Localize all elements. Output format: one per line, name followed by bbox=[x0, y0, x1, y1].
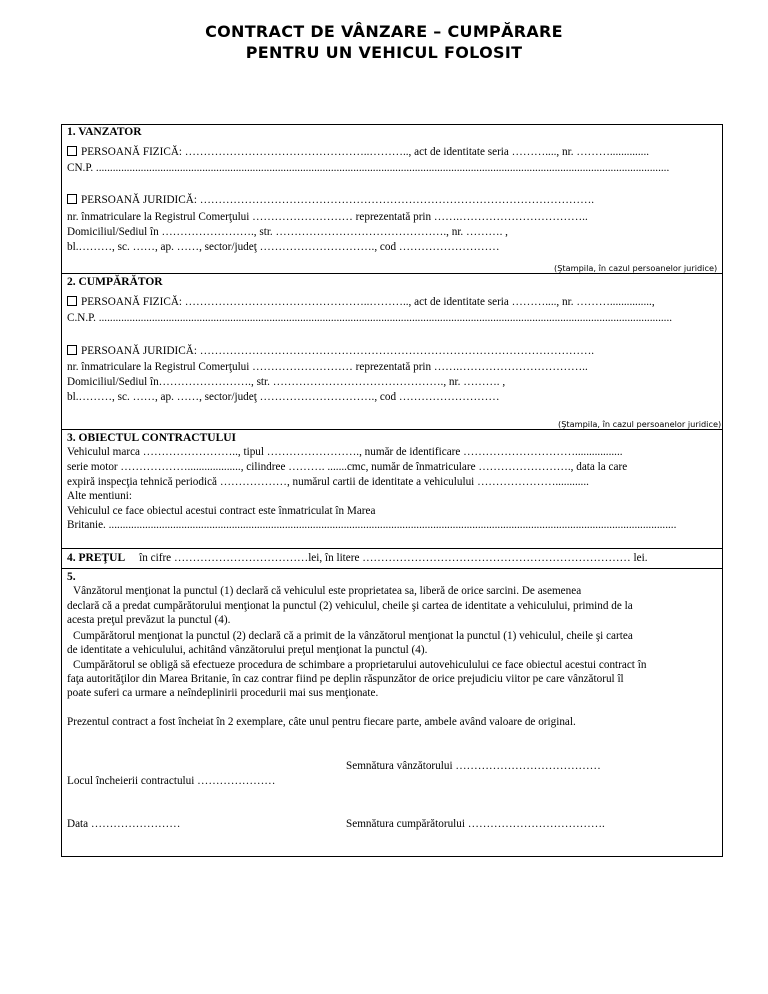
clause-buyer-2: de identitate a vehiculului, achitând vânzătorului preţul menţionat la punctul (4). bbox=[67, 644, 428, 656]
clause-seller-1: Vânzătorul menţionat la punctul (1) declară că vehiculul este proprietatea sa, liberă de orice sarcini. De asemenea bbox=[73, 585, 582, 597]
clause-seller-3: acesta preţul prevăzut la punctul (4). bbox=[67, 614, 231, 626]
registration-note: Vehiculul ce face obiectul acestui contract este înmatriculat în Marea bbox=[67, 505, 376, 517]
price-row bbox=[67, 552, 648, 565]
contract-place: Locul încheierii contractului ………………… bbox=[67, 775, 276, 787]
seller-individual-row bbox=[67, 146, 649, 159]
seller-company-row bbox=[67, 194, 594, 207]
buyer-address: Domiciliul/Sediul în……………………., str. ………………………………………., nr. ………. , bbox=[67, 376, 506, 388]
section-divider-3 bbox=[61, 548, 723, 549]
buyer-cnp: C.N.P. ............................................................................................................................................................................................................. bbox=[67, 312, 673, 324]
seller-individual-text: PERSOANĂ FIZICĂ: …………………………………………..……….., act de identitate seria ………...., nr. ……….............. bbox=[81, 146, 650, 158]
section-divider-4 bbox=[61, 568, 723, 569]
contract-title: CONTRACT DE VÂNZARE – CUMPĂRARE bbox=[205, 22, 563, 41]
contract-subtitle: PENTRU UN VEHICUL FOLOSIT bbox=[245, 43, 523, 62]
clause-obligation-1: Cumpărătorul se obligă să efectueze procedura de schimbare a proprietarului autovehiculului ce face obiectul acestui contract în bbox=[73, 659, 647, 671]
seller-individual-checkbox[interactable] bbox=[67, 146, 77, 156]
buyer-address-details: bl.………, sc. ……, ap. ……, sector/judeţ …………………………., cod ……………………… bbox=[67, 391, 500, 403]
engine-series-line: serie motor ………………..................., cilindree ………. .......cmc, număr de înmatriculare ……………………., data la care bbox=[67, 461, 628, 473]
buyer-registration: nr. înmatriculare la Registrul Comerţului ……………………… reprezentată prin …….…………………………….. bbox=[67, 361, 588, 373]
price-heading: 4. PREŢUL bbox=[67, 552, 126, 564]
clauses-heading: 5. bbox=[67, 571, 76, 583]
section-divider-2 bbox=[61, 429, 723, 430]
copies-statement: Prezentul contract a fost încheiat în 2 exemplare, câte unul pentru fiecare parte, ambele având valoare de original. bbox=[67, 716, 576, 728]
buyer-company-text: PERSOANĂ JURIDICĂ: ……………………………………………………………………………………………. bbox=[81, 345, 595, 357]
contract-date: Data …………………… bbox=[67, 818, 181, 830]
buyer-company-row bbox=[67, 345, 594, 358]
clause-seller-2: declară că a predat cumpărătorului menţionat la punctul (2) vehiculul, cheile şi cartea de identitate a vehiculului, primind de la bbox=[67, 600, 633, 612]
buyer-signature: Semnătura cumpărătorului ………………………………. bbox=[346, 818, 605, 830]
price-text: în cifre ………………………………lei, în litere ……………………………………………………………… lei. bbox=[139, 552, 648, 564]
buyer-stamp-note: (Ştampila, în cazul persoanelor juridice) bbox=[558, 419, 722, 429]
seller-cnp: CN.P. ............................................................................................................................................................................................................. bbox=[67, 162, 670, 174]
seller-registration: nr. înmatriculare la Registrul Comerţului ……………………… reprezentată prin …….…………………………….. bbox=[67, 211, 588, 223]
registration-note-cont: Britanie. ........................................................................................................................................................................................................... bbox=[67, 519, 677, 531]
clause-buyer-1: Cumpărătorul menţionat la punctul (2) declară că a primit de la vânzătorul menţionat la punctul (1) vehiculul, cheile şi cartea bbox=[73, 630, 633, 642]
seller-address: Domiciliul/Sediul în ……………………., str. ………………………………………., nr. ………. , bbox=[67, 226, 508, 238]
other-mentions-label: Alte mentiuni: bbox=[67, 490, 132, 502]
seller-company-checkbox[interactable] bbox=[67, 194, 77, 204]
object-heading: 3. OBIECTUL CONTRACTULUI bbox=[67, 432, 237, 444]
clause-obligation-2: faţa autorităţilor din Marea Britanie, în caz contrar fiind pe deplin răspunzător de orice prejudiciu viitor pe care vânzătorul îl bbox=[67, 673, 624, 685]
section-divider-1 bbox=[61, 273, 723, 274]
buyer-individual-text: PERSOANĂ FIZICĂ: …………………………………………..……….., act de identitate seria ………...., nr. ………..............., bbox=[81, 296, 655, 308]
seller-stamp-note: (Ştampila, în cazul persoanelor juridice) bbox=[554, 263, 718, 273]
buyer-individual-row bbox=[67, 296, 655, 309]
inspection-line: expiră inspecţia tehnică periodică ………………, numărul cartii de identitate a vehiculului …………………............ bbox=[67, 476, 589, 488]
seller-signature: Semnătura vânzătorului ………………………………… bbox=[346, 760, 601, 772]
seller-heading: 1. VANZATOR bbox=[67, 126, 142, 138]
buyer-heading: 2. CUMPĂRĂTOR bbox=[67, 276, 163, 288]
vehicle-make-line: Vehiculul marca …………………….., tipul ……………………., număr de identificare …………………………................. bbox=[67, 446, 623, 458]
seller-company-text: PERSOANĂ JURIDICĂ: ……………………………………………………………………………………………. bbox=[81, 194, 595, 206]
seller-address-details: bl.………, sc. ……, ap. ……, sector/judeţ …………………………., cod ……………………… bbox=[67, 241, 500, 253]
buyer-individual-checkbox[interactable] bbox=[67, 296, 77, 306]
buyer-company-checkbox[interactable] bbox=[67, 345, 77, 355]
clause-obligation-3: poate suferi ca urmare a neîndeplinirii procedurii mai sus menţionate. bbox=[67, 687, 379, 699]
